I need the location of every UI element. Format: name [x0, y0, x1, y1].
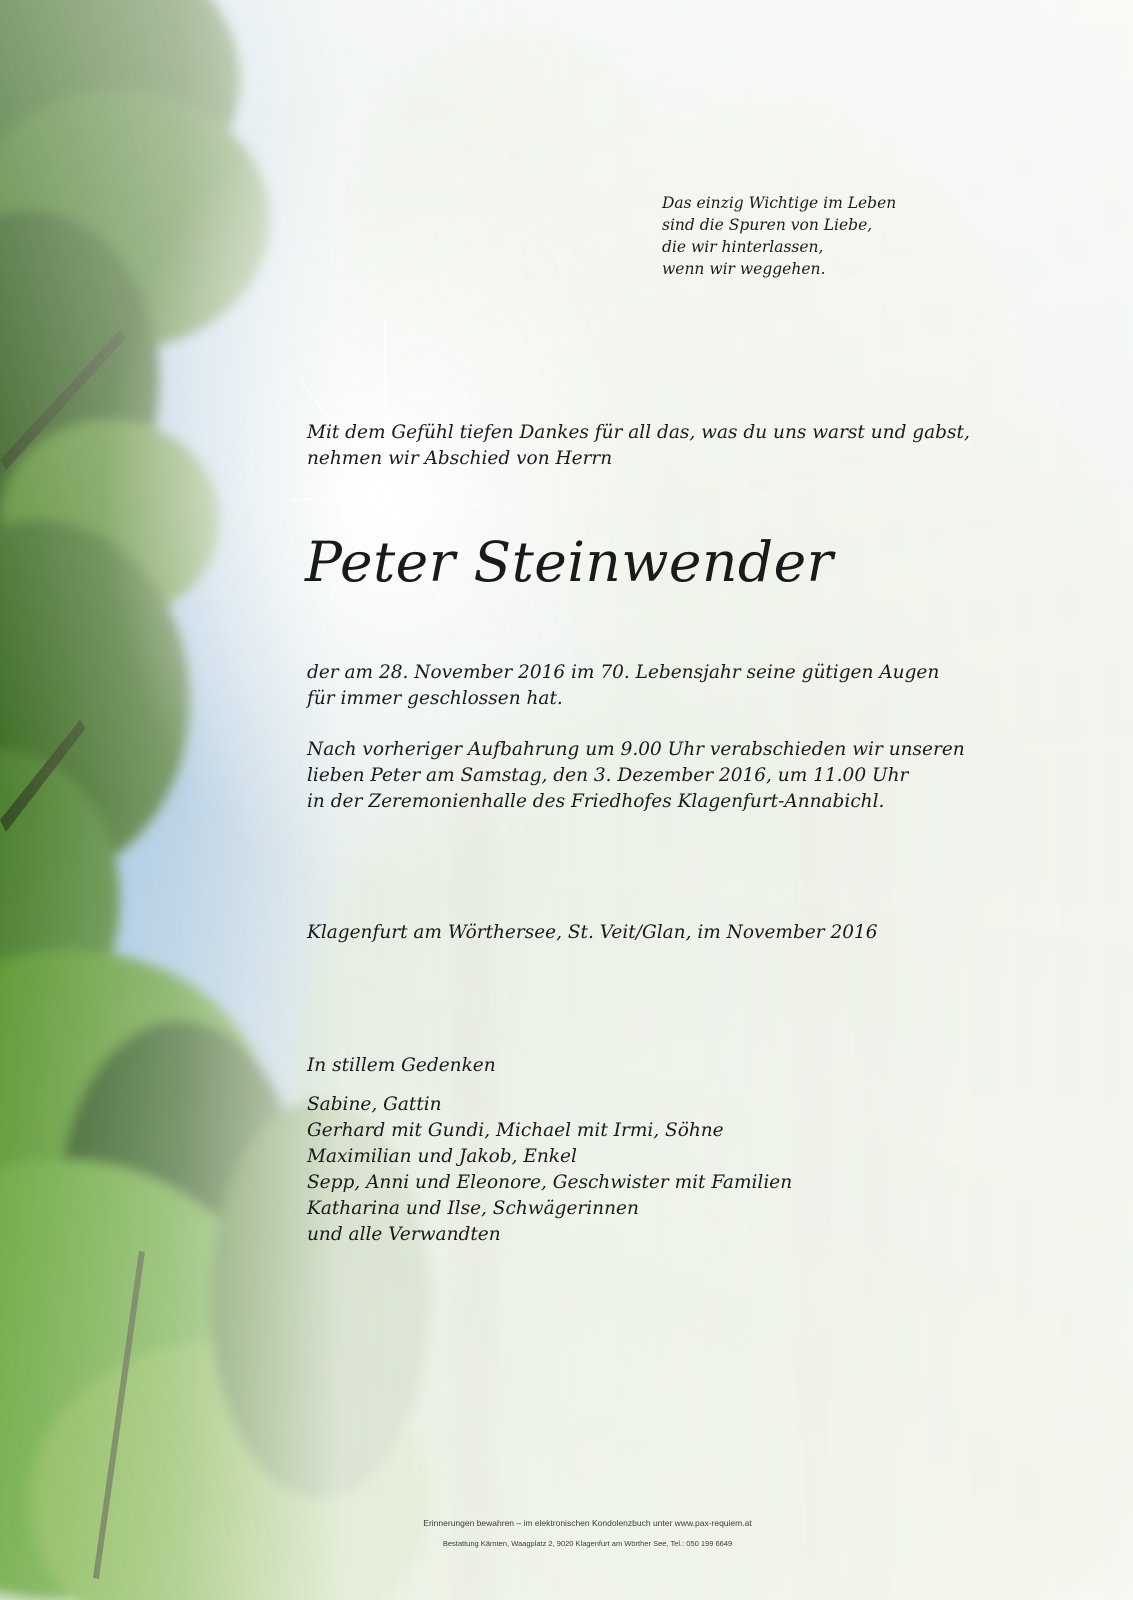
intro-text [307, 420, 970, 472]
footer-funeral-home-address: Bestattung Kärnten, Waagplatz 2, 9020 Klagenfurt am Wörther See, Tel.: 050 199 6649 [442, 1539, 733, 1548]
mourner-line: und alle Verwandten [307, 1224, 501, 1245]
intro-line: nehmen wir Abschied von Herrn [307, 448, 613, 469]
intro-line: Mit dem Gefühl tiefen Dankes für all das, was du uns warst und gabst, [307, 422, 970, 443]
mourner-line: Sepp, Anni und Eleonore, Geschwister mit Familien [307, 1172, 793, 1193]
death-line: der am 28. November 2016 im 70. Lebensjahr seine gütigen Augen [307, 662, 940, 683]
service-line: lieben Peter am Samstag, den 3. Dezember 2016, um 11.00 Uhr [307, 765, 909, 786]
motto-line: Das einzig Wichtige im Leben [662, 194, 897, 212]
mourner-line: Gerhard mit Gundi, Michael mit Irmi, Söhne [307, 1120, 724, 1141]
mourners-list [307, 1092, 792, 1248]
place-and-date: Klagenfurt am Wörthersee, St. Veit/Glan, im November 2016 [307, 922, 878, 943]
motto-line: sind die Spuren von Liebe, [662, 216, 873, 234]
motto-line: die wir hinterlassen, [662, 238, 824, 256]
mourner-line: Sabine, Gattin [307, 1094, 442, 1115]
death-line: für immer geschlossen hat. [307, 688, 563, 709]
funeral-service-info [307, 737, 965, 815]
deceased-name: Peter Steinwender [305, 530, 834, 594]
service-line: Nach vorheriger Aufbahrung um 9.00 Uhr verabschieden wir unseren [307, 739, 965, 760]
mourner-line: Katharina und Ilse, Schwägerinnen [307, 1198, 639, 1219]
footer-condolence-note: Erinnerungen bewahren – im elektronischen Kondolenzbuch unter www.pax-requiem.at [423, 1518, 752, 1528]
motto-line: wenn wir weggehen. [662, 260, 826, 278]
memory-heading: In stillem Gedenken [307, 1055, 496, 1076]
mourner-line: Maximilian und Jakob, Enkel [307, 1146, 577, 1167]
service-line: in der Zeremonienhalle des Friedhofes Klagenfurt-Annabichl. [307, 791, 885, 812]
death-notice [307, 660, 939, 712]
motto-quote [662, 192, 896, 280]
